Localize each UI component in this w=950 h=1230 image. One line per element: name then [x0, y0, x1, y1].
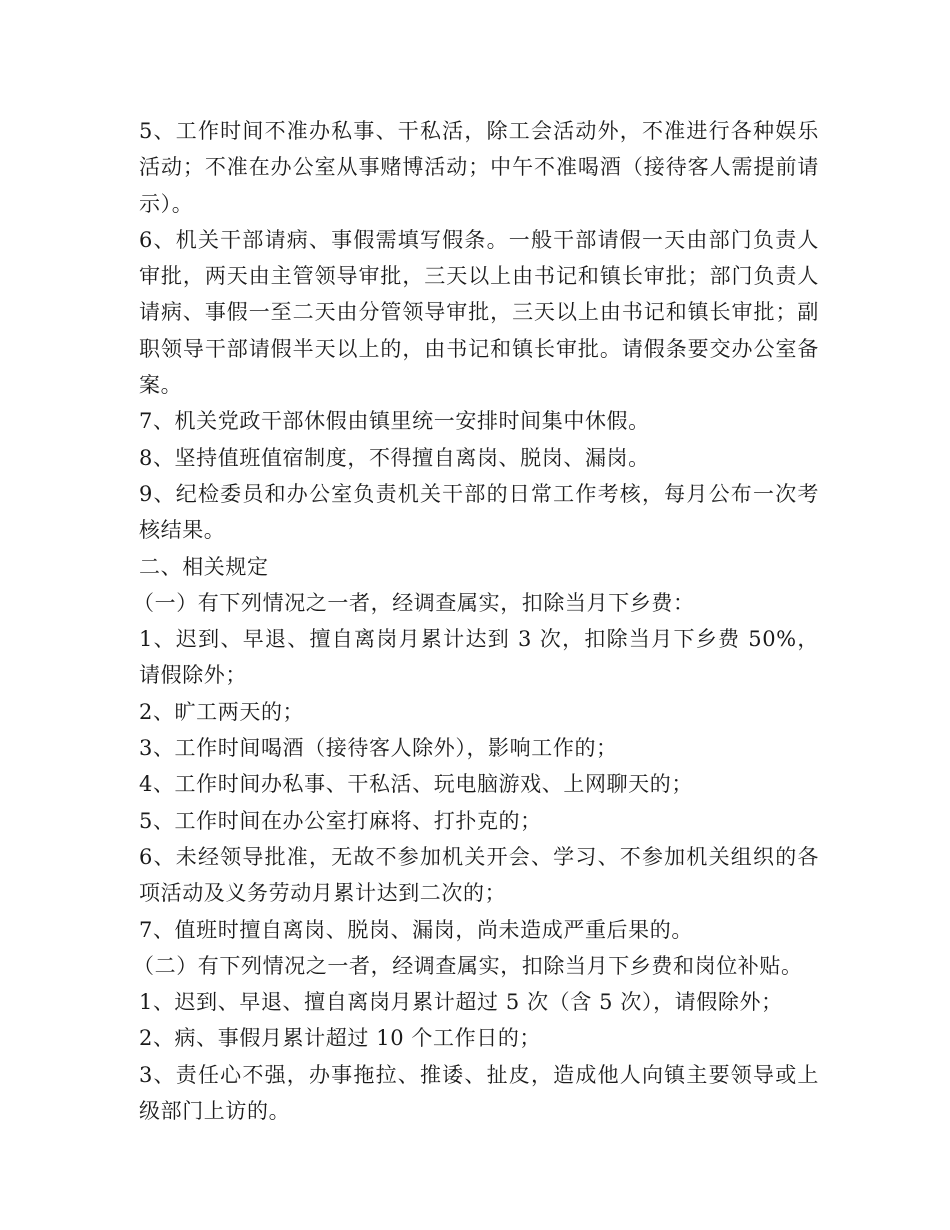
list-item: 2、病、事假月累计超过 10 个工作日的； [139, 1026, 542, 1051]
list-item: 2、旷工两天的； [139, 699, 305, 724]
list-item: 1、迟到、早退、擅自离岗月累计超过 5 次（含 5 次），请假除外； [139, 990, 783, 1015]
list-item: 3、责任心不强，办事拖拉、推诿、扯皮，造成他人向镇主要领导或上级部门上访的。 [139, 1062, 819, 1124]
rule-9-paragraph: 9、纪检委员和办公室负责机关干部的日常工作考核，每月公布一次考核结果。 [139, 481, 819, 543]
rule-6-paragraph: 6、机关干部请病、事假需填写假条。一般干部请假一天由部门负责人审批，两天由主管领导审批，三天以上由书记和镇长审批；部门负责人请病、事假一至二天由分管领导审批，三天以上由书记和镇长审批；副职领导干部请假半天以上的，由书记和镇长审批。请假条要交办公室备案。 [139, 227, 819, 398]
subsection-heading-2: （二）有下列情况之一者，经调查属实，扣除当月下乡费和岗位补贴。 [133, 953, 803, 978]
list-item: 3、工作时间喝酒（接待客人除外），影响工作的； [139, 736, 618, 761]
list-item: 5、工作时间在办公室打麻将、打扑克的； [139, 808, 542, 833]
rule-7-paragraph: 7、机关党政干部休假由镇里统一安排时间集中休假。 [139, 409, 650, 434]
list-item: 7、值班时擅自离岗、脱岗、漏岗，尚未造成严重后果的。 [139, 917, 693, 942]
document-body [133, 113, 819, 1129]
rule-8-paragraph: 8、坚持值班值宿制度，不得擅自离岗、脱岗、漏岗。 [139, 445, 650, 470]
section-heading-related-rules: 二、相关规定 [139, 554, 269, 579]
list-item: 1、迟到、早退、擅自离岗月累计达到 3 次，扣除当月下乡费 50%，请假除外； [139, 627, 819, 688]
subsection-heading-1: （一）有下列情况之一者，经调查属实，扣除当月下乡费： [133, 590, 695, 615]
list-item: 6、未经领导批准，无故不参加机关开会、学习、不参加机关组织的各项活动及义务劳动月累计达到二次的； [139, 844, 819, 906]
list-item: 4、工作时间办私事、干私活、玩电脑游戏、上网聊天的； [139, 772, 693, 797]
rule-5-paragraph: 5、工作时间不准办私事、干私活，除工会活动外，不准进行各种娱乐活动；不准在办公室从事赌博活动；中午不准喝酒（接待客人需提前请示）。 [139, 119, 819, 216]
